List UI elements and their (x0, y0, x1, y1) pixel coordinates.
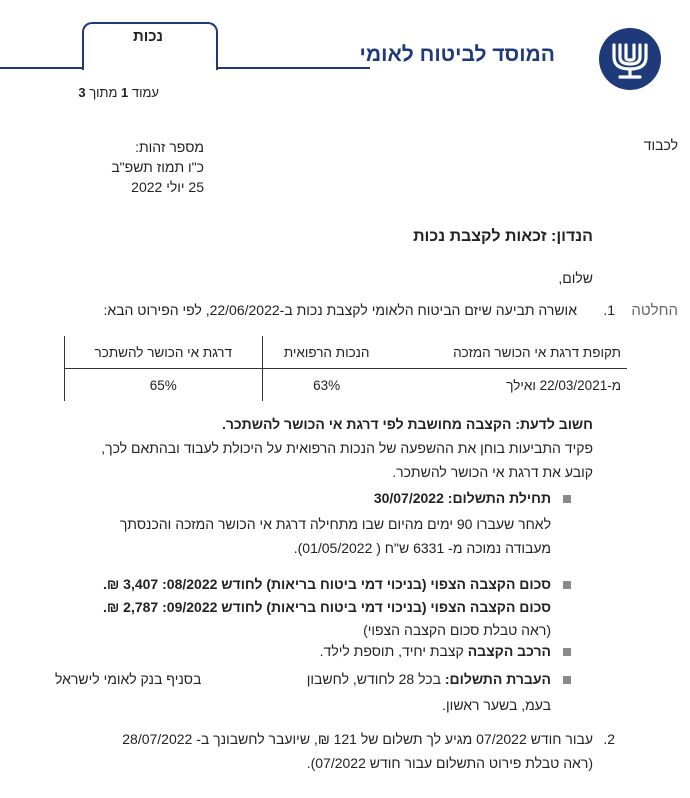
composition-text: קצבת יחיד, תוספת לילד. (319, 643, 464, 659)
table-header-medical: הנכות הרפואית (262, 336, 391, 369)
subject-line: הנדון: זכאות לקצבת נכות (413, 228, 593, 245)
important-line-1: פקיד התביעות בוחן את ההשפעה של הנכות הרפואית על היכולת לעבוד ובהתאם לכך, (101, 440, 593, 456)
page-current: 1 (121, 85, 129, 100)
decision-side-label: החלטה (631, 302, 678, 319)
square-bullet-icon (563, 581, 571, 589)
table-row (65, 369, 628, 402)
expected-amount-1-label: סכום הקצבה הצפוי (בניכוי דמי ביטוח בריאות) לחודש 08/2022: (162, 576, 551, 592)
organization-name: המוסד לביטוח לאומי (359, 43, 555, 66)
item-2-line-2: (ראה טבלת פירוט התשלום עבור חודש 07/2022). (306, 755, 593, 771)
page-word: עמוד (131, 85, 159, 100)
salutation: לכבוד (643, 137, 678, 153)
composition-label: הרכב הקצבה (467, 643, 551, 659)
id-label: מספר זהות: (135, 139, 204, 155)
square-bullet-icon (563, 495, 571, 503)
expected-note: (ראה טבלת סכום הקצבה הצפוי) (363, 622, 551, 638)
important-line-2: קובע את דרגת אי הכושר להשתכר. (392, 464, 593, 480)
payment-start-date: 30/07/2022 (373, 490, 444, 506)
item-1-text: אושרה תביעה שיזם הביטוח הלאומי לקצבת נכות ב-22/06/2022, לפי הפירוט הבא: (103, 302, 577, 318)
square-bullet-icon (563, 676, 571, 684)
letter-meta (111, 137, 204, 197)
table-header-incapacity: דרגת אי הכושר להשתכר (65, 336, 263, 369)
table-header-row (65, 336, 628, 369)
payment-start-label: תחילת התשלום: (447, 490, 551, 506)
letter-date: 25 יולי 2022 (131, 179, 204, 195)
expected-amount-1-value: 3,407 ₪. (103, 576, 159, 592)
disability-table (64, 336, 627, 401)
section-tab-label: נכות (132, 28, 164, 45)
transfer-line-2: בעמ, בשער ראשון. (442, 697, 551, 713)
greeting: שלום, (558, 270, 593, 286)
page-indicator (78, 85, 159, 100)
page-of: מתוך (89, 85, 118, 100)
expected-amount-2-label: סכום הקצבה הצפוי (בניכוי דמי ביטוח בריאות) לחודש 09/2022: (162, 599, 551, 615)
expected-amount-2-value: 2,787 ₪. (103, 599, 159, 615)
payment-start-line-1: לאחר שעברו 90 ימים מהיום שבו מתחילה דרגת אי הכושר המזכה והכנסתך (119, 516, 551, 532)
transfer-text: בכל 28 לחודש, לחשבון (306, 671, 441, 687)
hebrew-date: כ"ו תמוז תשפ"ב (111, 159, 204, 175)
expected-amount-1 (103, 576, 551, 592)
table-cell-medical: 63% (262, 369, 391, 402)
payment-start-line-2: מעבודה נמוכה מ- 6331 ש"ח ( 01/05/2022). (293, 540, 551, 556)
important-title: חשוב לדעת: הקצבה מחושבת לפי דרגת אי הכושר להשתכר. (221, 416, 593, 432)
table-cell-period: מ-22/03/2021 ואילך (506, 377, 621, 393)
item-2-line-1: עבור חודש 07/2022 מגיע לך תשלום של 121 ₪, שיועבר לחשבונך ב- 28/07/2022 (122, 731, 593, 747)
square-bullet-icon (563, 648, 571, 656)
page-total: 3 (78, 85, 86, 100)
item-2-number: 2. (603, 731, 615, 747)
table-header-period: תקופת דרגת אי הכושר המזכה (391, 336, 627, 369)
item-1-number: 1. (603, 302, 615, 318)
payment-start (374, 490, 551, 506)
composition (320, 643, 551, 659)
transfer-label: העברת התשלום: (444, 671, 551, 687)
expected-amount-2 (103, 599, 551, 615)
transfer-bank: בסניף בנק לאומי לישראל (55, 671, 202, 687)
table-cell-incapacity: 65% (65, 369, 263, 402)
menorah-logo-icon (598, 27, 662, 91)
transfer (307, 671, 551, 687)
